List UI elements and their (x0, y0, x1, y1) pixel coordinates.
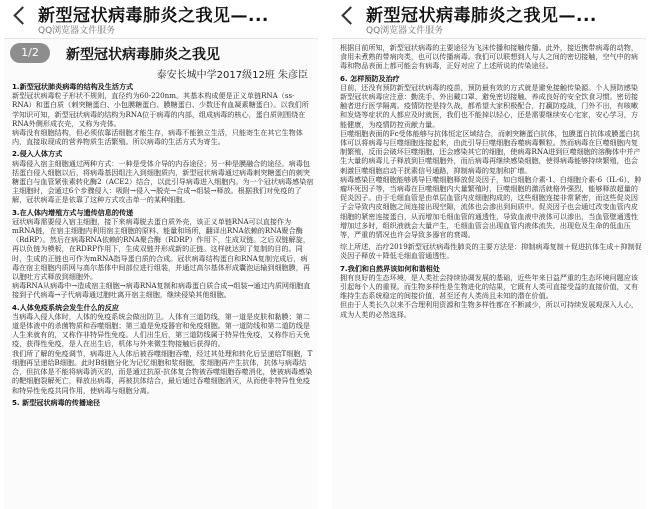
paragraph: 新型冠状病毒粒子形状不规则，直径约为60-220nm。其基本构成便是正义单链RNA（ss-RNA）和蛋白质（刺突糖蛋白、小包膜糖蛋白、膜糖蛋白、少数还有血凝素糖蛋白）。以我们所学知识可知，新型冠状病毒的结构为RNA位于病毒的内部，组成病毒的核心，蛋白质则围绕在RNA外侧形成衣壳，又称为壳体。 (12, 91, 309, 128)
document-page[interactable] (4, 38, 318, 509)
section-heading: 7.我们和自然界该如何和谐相处 (340, 263, 440, 273)
left-reader-panel (0, 0, 322, 509)
paragraph: 当病毒入侵人体时，人体的免疫系统会做出防卫。人体有三道防线，第一道是皮肤和黏膜；第二道是体液中的杀菌物质和吞噬细胞；第三道是免疫器官和免疫细胞。第一道防线和第二道防线是人生来就有的，又称作非特异性免疫。人们出生后，第三道防线属于特异性免疫，又称作后天免疫，获得性免疫，是人在出生后，机体与外来微生物接触后获得的。 (12, 311, 310, 349)
section-heading: 6. 怎样预防及治疗 (340, 73, 400, 83)
paragraph: 病毒侵入宿主细胞通过两种方式：一种是受体介导的内吞途径；另一种是膜融合的途径。病毒包括蛋白侵入细胞以后，将病毒基因组注入到细胞质内，新型冠状病毒通过病毒刺突糖蛋白的刺突糖蛋白与血管紧张素转化酶2（ACE2）结合，以此引导病毒进入细胞内。为一个冠状病毒感染宿主细胞时，会通过6个步骤侵入：吸附→侵入→脱壳→合成→组装→释放。根据我们对免疫的了解，冠状病毒正是依靠了这种方式攻击单一的某种细胞。 (12, 158, 314, 205)
section-heading: 3.在人体内增殖方式与遗传信息的传递 (12, 207, 134, 217)
section-heading: 1.新型冠状肺炎病毒的结构及生活方式 (12, 82, 134, 91)
back-arrow-icon[interactable] (12, 4, 28, 28)
paragraph: 病毒没有细胞结构，但必须依靠活细胞才能生存，病毒不能独立生活，只能寄生在其它生物体内，直接取现成的营养物质生活繁殖。所以病毒的生活方式为寄生。 (12, 128, 303, 147)
paragraph: 病毒感染巨噬细胞能够诱导巨噬细胞释放促炎因子，如白细胞介素-1、白细胞介素-6（IL-6）、肿瘤坏死因子等，当病毒在巨噬细胞内大量繁殖时，巨噬细胞的激活就格外强烈，能够释放超量的促炎因子。由于毛细血管是由单层血管内皮细胞构成的，这些细胞连接非常紧密，而这些促炎因子会导致内皮细胞之间连接出现空隙，流体也会渗出到间质中。促炎因子也会通过改变血管内皮细胞的紧密连接蛋白，从而增加毛细血管的通透性，导致血液中液体可以渗出，当血管壁通透性增加过多时，组织液就会大量产生，毛细血管会出现血管内液体流失，出现危及生命的低血压等，严重的情况也许会导致多器官的衰竭。 (340, 174, 642, 240)
right-reader-panel (328, 0, 650, 509)
section-heading: 4.人体免疫系统会发生什么的反应 (12, 302, 119, 312)
document-page[interactable] (332, 38, 646, 509)
top-bar (328, 0, 650, 36)
service-subtitle: QQ浏览器文件服务 (366, 26, 444, 36)
paragraph: 病毒RNA从病毒中→造成宿主细胞→病毒RNA复制和病毒蛋白质合成→组装→通过内质网细胞直接到子代病毒→子代病毒通过胞吐离开宿主细胞，继续侵染其他细胞。 (12, 281, 311, 300)
document-title: 新型冠状病毒肺炎之我见—... (38, 6, 269, 26)
back-arrow-icon[interactable] (340, 4, 356, 28)
paragraph: 我们所了解的免疫调节，病毒进入人体后被吞噬细胞吞噬，经过其处理和转化后呈递给T细胞，T细胞再呈递给B细胞。此时B细胞分化为记忆细胞和浆细胞，浆细胞再产生抗体，抗体与病毒结合，但抗体是不能将病毒消灭的，而是通过抗原-抗体复合物被吞噬细胞吞噬消化，使被病毒感染的靶细胞裂解死亡，释放出病毒，再被抗体结合，最后通过吞噬细胞消灭，从而使非特异性免疫和特异性免疫共同作用，使病毒与细胞分离。 (12, 348, 313, 395)
page-indicator: 1/2 (10, 43, 50, 63)
paragraph: 巨噬细胞表面的Fc受体能够与抗体恒定区域结合，而刺突糖蛋白抗体，包膜蛋白抗体或膜蛋白抗体可以将病毒与巨噬细胞连接起来，由此引导巨噬细胞吞噬病毒颗粒。然而病毒在巨噬细胞内复制繁殖，反而会破坏巨噬细胞，还会感染其它的细胞，使病毒RNA进到巨噬细胞的溶酶体中并产生大量的病毒儿子释放到巨噬细胞外，而后病毒再继续感染细胞，使得病毒能够持续繁殖，也会刺激巨噬细胞启动干扰素信号通路，抑制病毒的复制和扩增。 (340, 128, 641, 175)
section-heading: 2.侵入人体方式 (12, 149, 63, 159)
paragraph: 目前，还没有预防新型冠状病毒的疫苗，预防最有效的方式就是避免接触传染源。个人预防感染新型冠状病毒应注意：勤洗手、外出戴口罩、避免密切接触、养成良好的安全饮食习惯。密切接触者进行医学隔离。疫情防控是持久战，都希望大家积极配合，打赢防疫战，门外不出，有咳嗽和发烧等症状的人都应及时就医，我们也不能掉以轻心，还是需要继续安心宅家，安心学习，方能健康，为疫情防控贡献力量。 (340, 82, 638, 129)
document-body (340, 43, 642, 319)
paragraph: 综上所述，治疗2019新型冠状病毒性肺炎的主要方法是：抑制病毒复制＋促进抗体生成＋抑制促炎因子释放＋降低毛细血管通透性。 (340, 242, 642, 261)
paragraph: 拥有良好的生态环境，是人类社会持续协调发展的基础，近些年来日益严重的生态环境问题应该引起每个人的重视。而生物多样性是生物进化的结果，它既有人类可直接受益的直接价值，又有维持生态系统稳定的间接价值，甚至还有人类尚且未知的潜在价值。 (340, 272, 638, 301)
paragraph: 但由于人类长久以来不合理利用资源和生物多样性都在不断减少，所以可持续发展观深入人心，成为人类的必然选择。 (340, 300, 638, 319)
document-title: 新型冠状病毒肺炎之我见—... (366, 6, 597, 26)
author-line: 泰安长城中学2017级12班 朱彦臣 (156, 70, 308, 81)
document-body (12, 82, 314, 407)
top-bar (0, 0, 322, 36)
page-heading: 新型冠状病毒肺炎之我见 (66, 47, 220, 63)
paragraph: 根据目前所知，新型冠状病毒的主要途径为飞沫传播和接触传播。此外，接近携带病毒的动物，食用未煮熟的带病肉类，也可以传播病毒。我们可以联想到人与人之间的密切接触，空气中的病毒和物品表面上都可能会有病毒，正好对应了上述所说的传染途径。 (340, 43, 638, 71)
section-heading: 5. 新型冠状病毒的传播途径 (12, 397, 101, 407)
paragraph: 冠状病毒需要侵入宿主细胞，接下来病毒脱去蛋白质外壳，该正义单链RNA可以直接作为mRNA链，在宿主细胞内利用宿主细胞的原料、能量和场所，翻译出RNA依赖的RNA聚合酶（RdRP）。然后在病毒RNA依赖的RNA聚合酶（RDRP）作用下，生成双链。之后双链解旋，再以负链为模板，在RDRP作用下，生成双链并形成新的正链。这样就达到了复制的目的。同时，生成的正链也可作为mRNA指导蛋白质的合成。冠状病毒结构蛋白和RNA复制完成后，病毒在宿主细胞内质网与高尔基体中间部位进行组装，并通过高尔基体形成囊泡运输到细胞膜，再以胞吐方式释放到细胞外。 (12, 216, 310, 282)
service-subtitle: QQ浏览器文件服务 (38, 26, 116, 36)
